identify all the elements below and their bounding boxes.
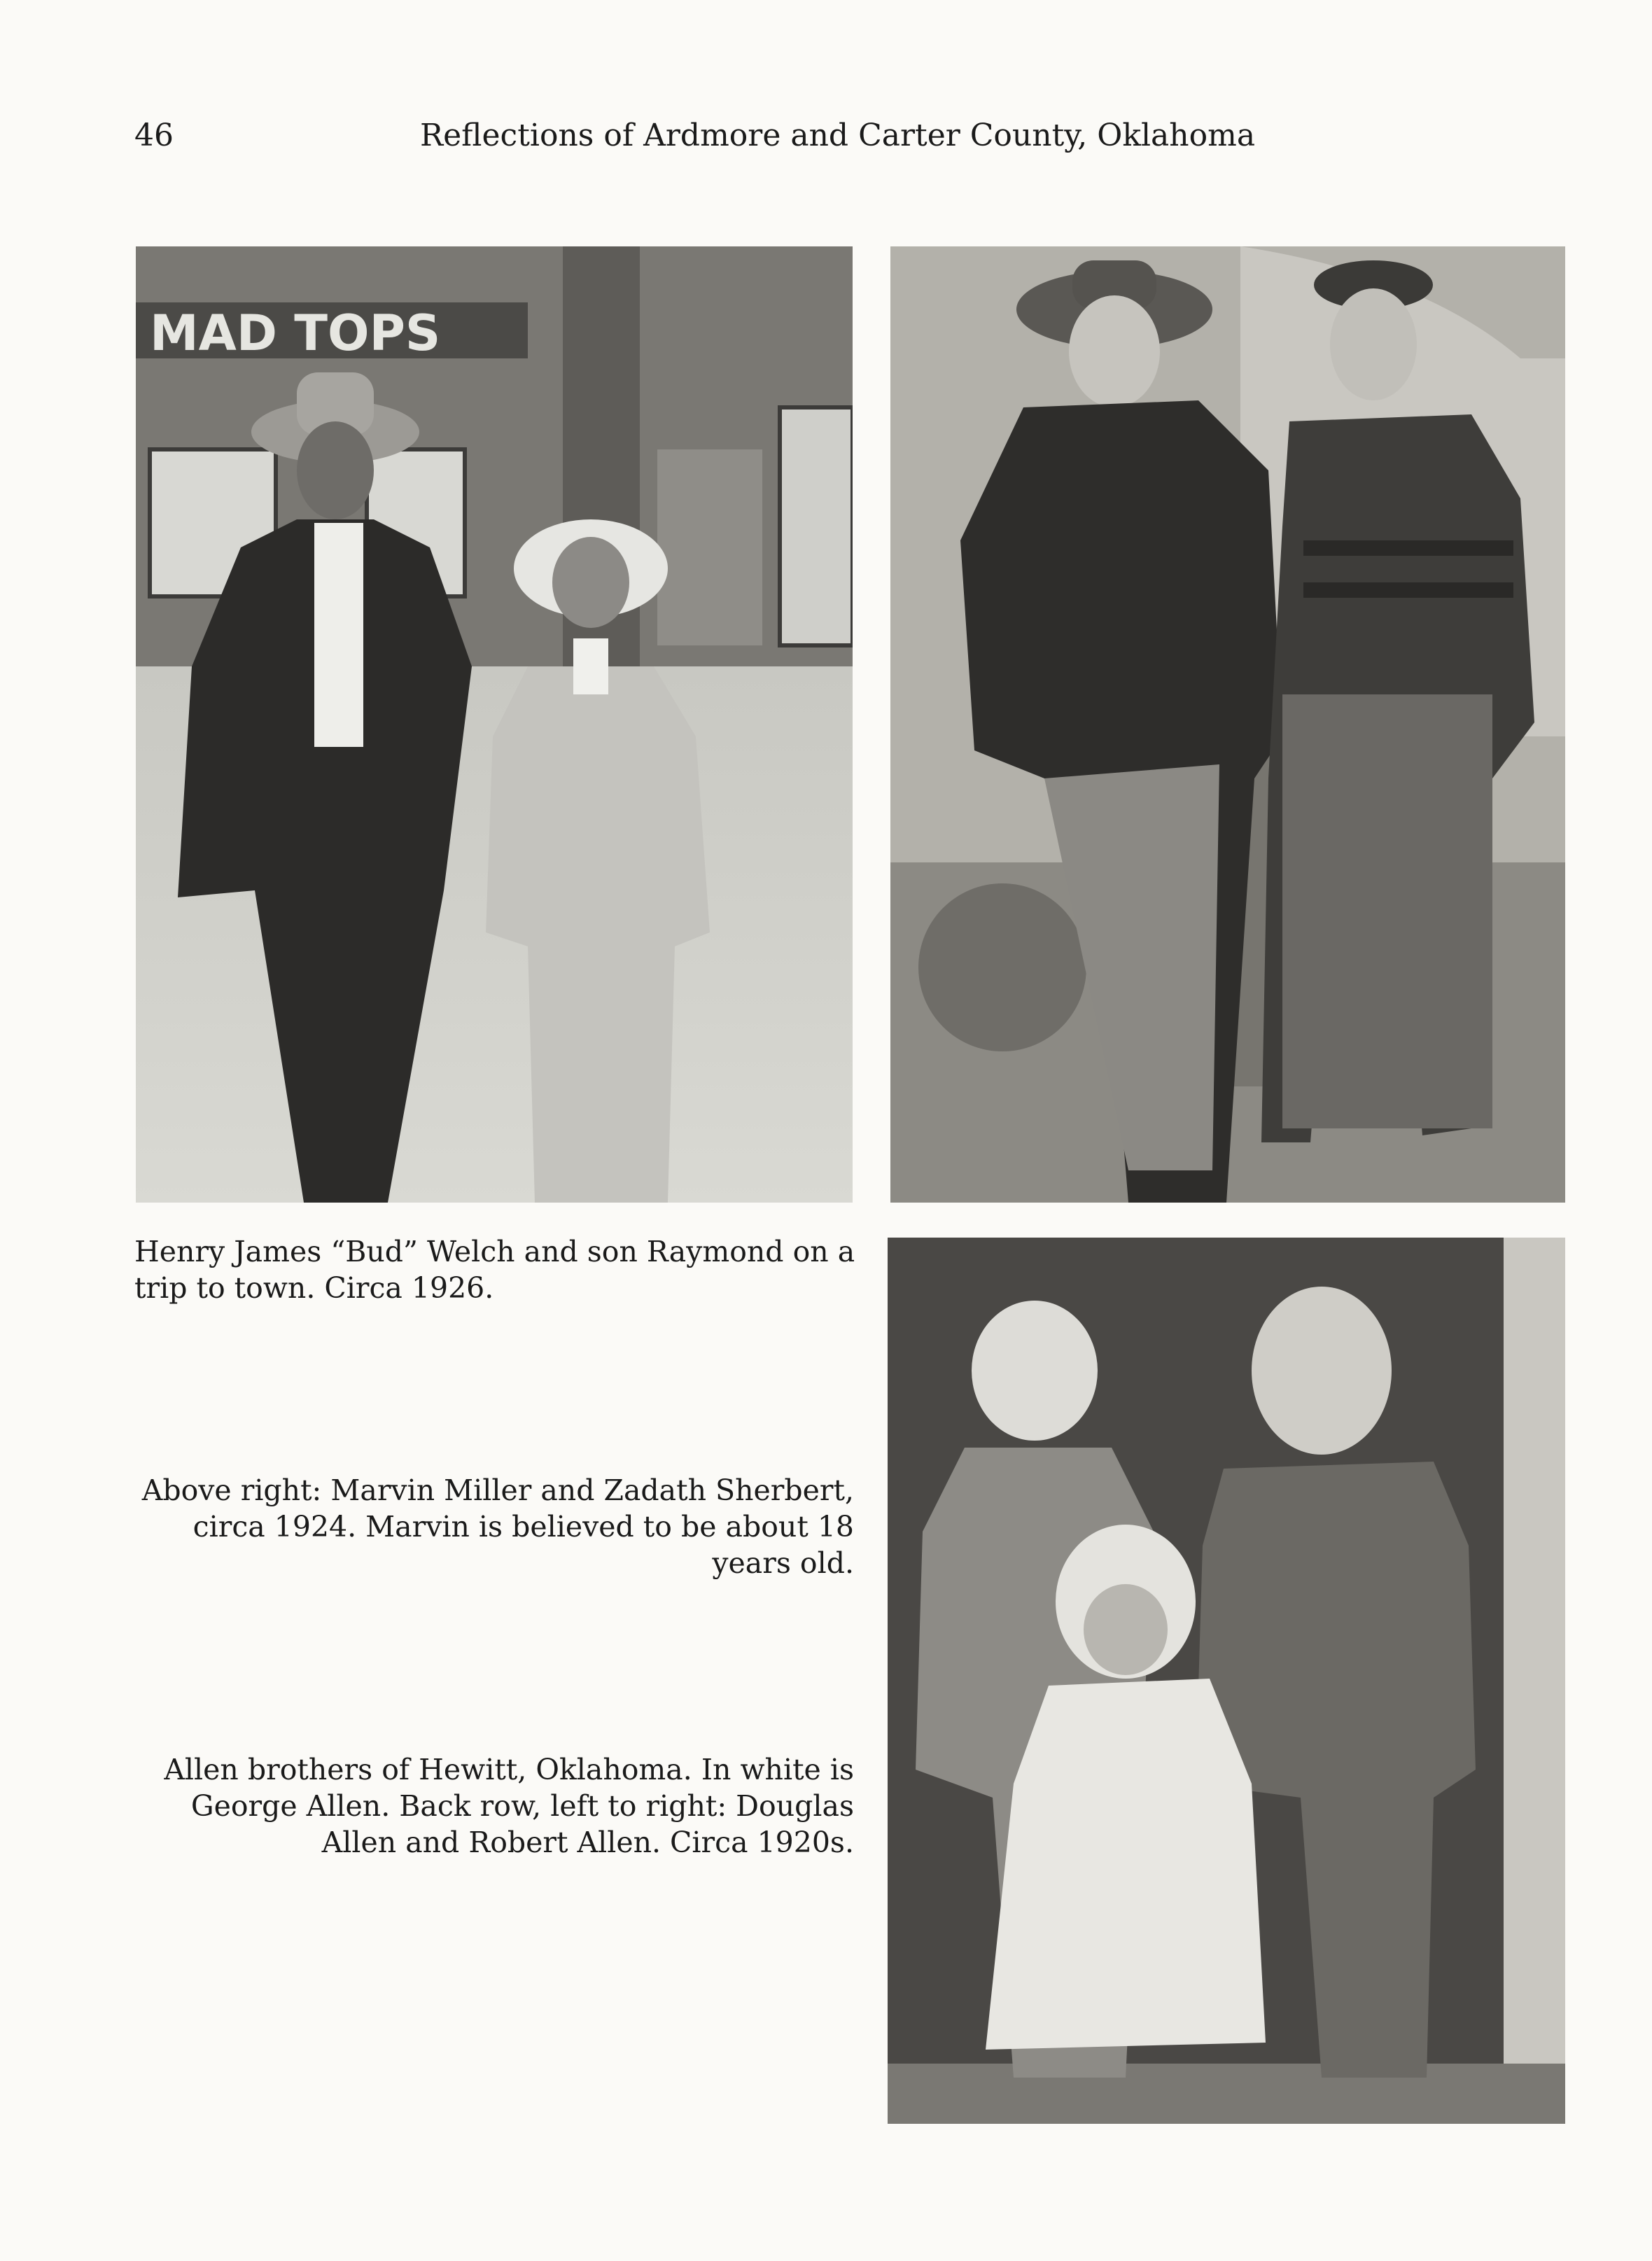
page-number: 46 (134, 118, 174, 153)
caption-allen-brothers: Allen brothers of Hewitt, Oklahoma. In white is George Allen. Back row, left to right: Douglas Allen and Robert Allen. Circa 1920s. (164, 1753, 854, 1859)
photo-welch-father-son (136, 246, 853, 1203)
caption-welch: Henry James “Bud” Welch and son Raymond on a trip to town. Circa 1926. (134, 1235, 855, 1305)
caption-miller-sherbert: Above right: Marvin Miller and Zadath Sherbert, circa 1924. Marvin is believed to be about 18 years old. (141, 1474, 854, 1580)
store-sign-text: MAD TOPS (150, 304, 441, 362)
photo-allen-brothers (888, 1238, 1565, 2124)
photo-miller-sherbert (890, 246, 1565, 1203)
running-header: Reflections of Ardmore and Carter County, Oklahoma (420, 118, 1256, 153)
